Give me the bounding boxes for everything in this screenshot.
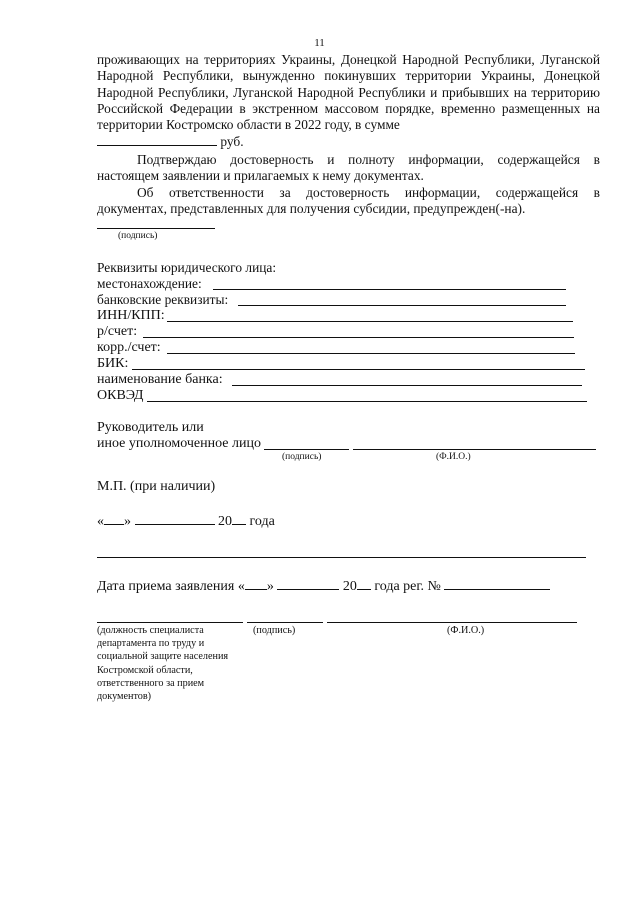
field-label-bik: БИК:	[97, 356, 129, 371]
specialist-signature-line[interactable]	[247, 622, 323, 623]
receipt-year-prefix: 20	[342, 579, 357, 594]
head-name-caption: (Ф.И.О.)	[436, 452, 471, 462]
confirm-paragraph: Подтверждаю достоверность и полноту информации, содержащейся в настоящем заявлении и прилагаемых к нему документах.	[97, 152, 600, 184]
field-label-okved: ОКВЭД	[97, 388, 144, 403]
head-name-line[interactable]	[353, 449, 596, 450]
requisites-title: Реквизиты юридического лица:	[97, 260, 277, 275]
stamp-label: М.П. (при наличии)	[97, 479, 216, 494]
head-title-line2: иное уполномоченное лицо	[97, 436, 261, 451]
field-label-location: местонахождение:	[97, 276, 202, 291]
field-line-corr-account[interactable]	[167, 353, 575, 354]
field-label-inn-kpp: ИНН/КПП:	[97, 308, 165, 323]
specialist-name-line[interactable]	[327, 622, 577, 623]
head-signature-caption: (подпись)	[282, 452, 322, 462]
amount-blank[interactable]	[97, 133, 217, 146]
field-line-bik[interactable]	[132, 369, 585, 370]
receipt-day-blank[interactable]	[245, 577, 267, 590]
receipt-label: Дата приема заявления «	[97, 579, 245, 594]
specialist-position-line[interactable]	[97, 622, 243, 623]
page-number: 11	[314, 37, 325, 49]
field-line-bank-details[interactable]	[238, 305, 566, 306]
receipt-year-blank[interactable]	[357, 577, 371, 590]
receipt-reg-number-blank[interactable]	[444, 577, 550, 590]
currency-label: руб.	[220, 134, 244, 150]
field-label-bank-details: банковские реквизиты:	[97, 292, 229, 307]
field-line-bank-name[interactable]	[232, 385, 582, 386]
receipt-suffix: года рег. №	[374, 579, 441, 594]
date-line	[97, 512, 275, 530]
field-label-bank-name: наименование банка:	[97, 372, 223, 387]
date-month-blank[interactable]	[135, 512, 215, 525]
date-quote-open: «	[97, 514, 104, 529]
head-signature-line[interactable]	[264, 449, 349, 450]
liability-paragraph: Об ответственности за достоверность информации, содержащейся в документах, представленных для получения субсидии, предупрежден(-на).	[97, 185, 600, 217]
field-line-okved[interactable]	[147, 401, 587, 402]
date-quote-close: »	[124, 514, 131, 529]
field-line-location[interactable]	[213, 289, 566, 290]
receipt-month-blank[interactable]	[277, 577, 339, 590]
intro-text: проживающих на территориях Украины, Донецкой Народной Республики, Луганской Народной Республики, вынужденно покинувших территории Украины, Донецкой Народной Республики, Луганской Народной Республики и прибывших на территорию Российской Федерации в экстренном массовом порядке, временно размещенных на территории Костромско области в 2022 году, в сумме	[97, 52, 600, 133]
intro-paragraph	[97, 52, 600, 151]
applicant-signature-line[interactable]	[97, 228, 215, 229]
head-title-line1: Руководитель или	[97, 420, 204, 435]
date-day-blank[interactable]	[104, 512, 124, 525]
specialist-name-caption: (Ф.И.О.)	[447, 625, 485, 636]
receipt-line	[97, 577, 550, 595]
field-line-inn-kpp[interactable]	[167, 321, 573, 322]
field-label-corr-account: корр./счет:	[97, 340, 161, 355]
date-suffix: года	[249, 514, 275, 529]
applicant-signature-caption: (подпись)	[118, 231, 158, 241]
specialist-position-caption: (должность специалиста департамента по труду и социальной защите населения Костромской области, ответственного за прием документов)	[97, 625, 229, 703]
separator-line	[97, 557, 586, 558]
date-year-blank[interactable]	[232, 512, 246, 525]
date-year-prefix: 20	[218, 514, 232, 529]
receipt-quote-close: »	[266, 579, 274, 594]
field-label-account: р/счет:	[97, 324, 138, 339]
specialist-signature-caption: (подпись)	[253, 625, 296, 636]
field-line-account[interactable]	[143, 337, 574, 338]
